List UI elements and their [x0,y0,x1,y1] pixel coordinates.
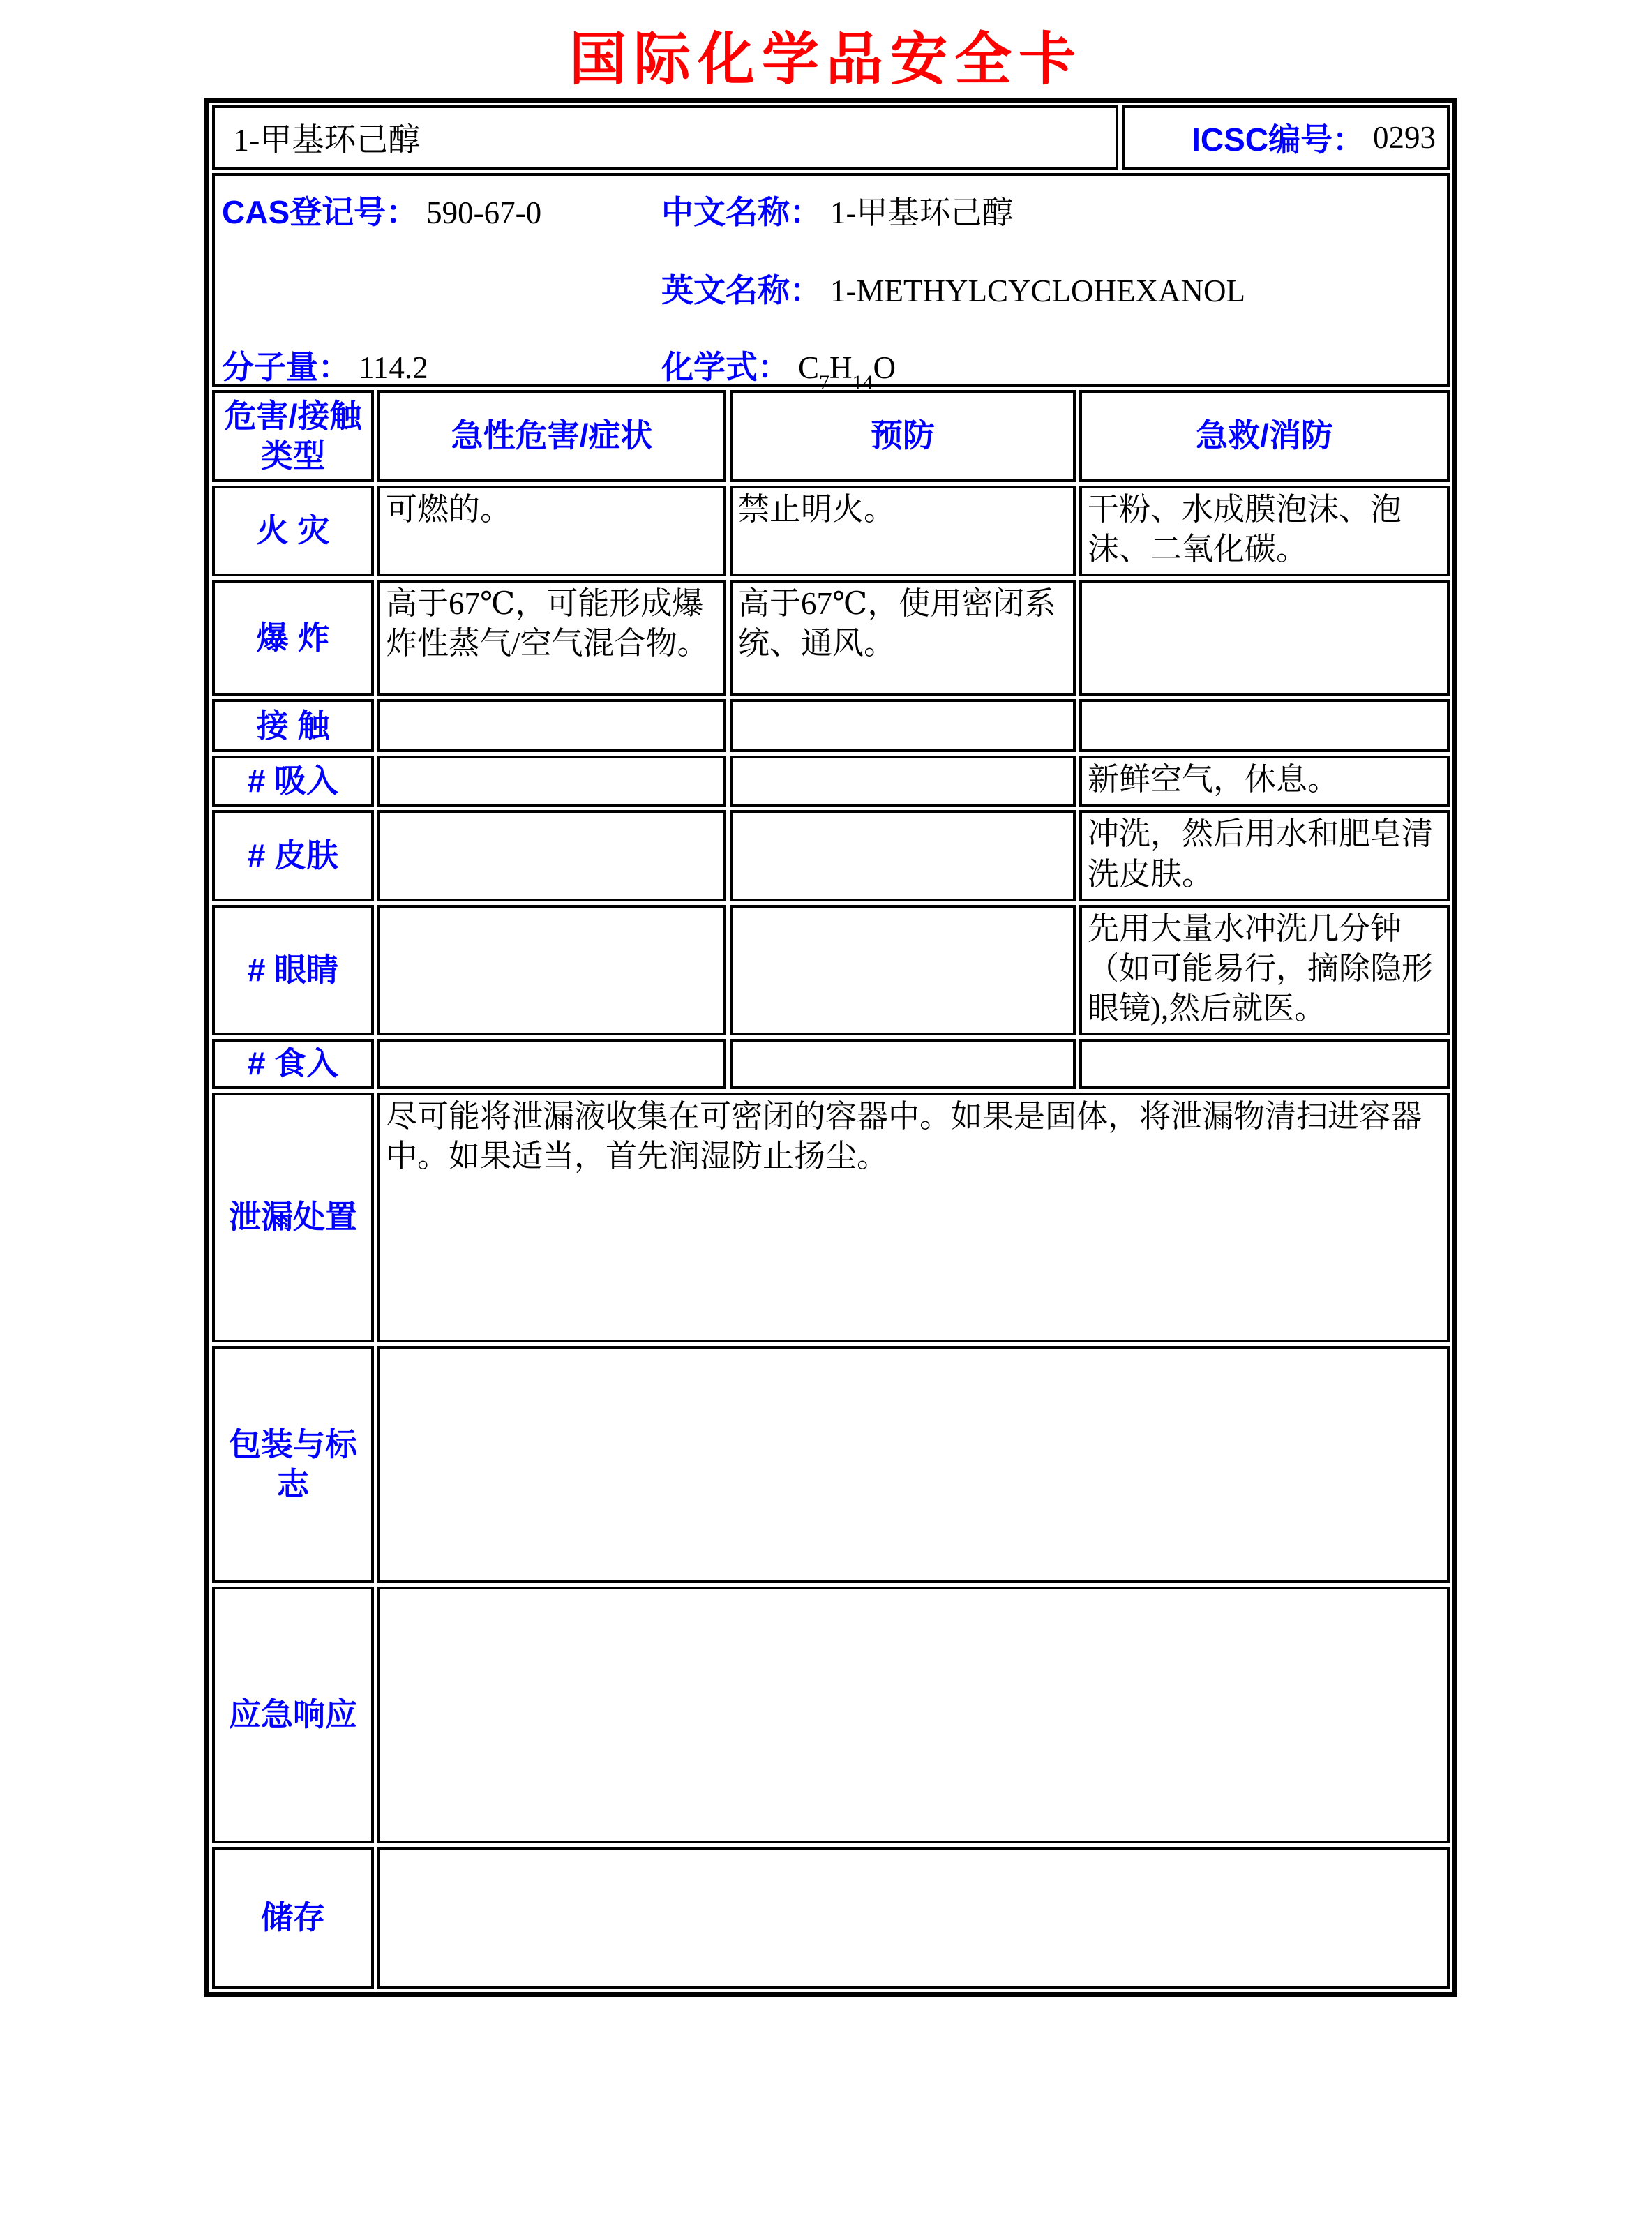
ingestion-prevention [730,1039,1076,1089]
ingestion-response [1079,1039,1450,1089]
fire-prevention: 禁止明火。 [730,486,1076,576]
page-title: 国际化学品安全卡 [569,28,1083,91]
inhalation-prevention [730,756,1076,807]
spill-disposal-content: 尽可能将泄漏液收集在可密闭的容器中。如果是固体，将泄漏物清扫进容器中。如果适当，首先润湿防止扬尘。 [377,1093,1450,1342]
fire-symptoms: 可燃的。 [377,486,726,576]
english-name-label: 英文名称： [661,272,822,308]
substance-name: 1-甲基环己醇 [212,105,1118,170]
table-row-ingestion [212,1039,1450,1089]
section-emergency-response [212,1587,1450,1843]
identity-cell [212,173,1450,394]
packaging-labeling-content [377,1346,1450,1583]
row-label-inhalation: # 吸入 [212,756,374,807]
eyes-symptoms [377,905,726,1035]
section-packaging-labeling [212,1346,1450,1583]
inhalation-response: 新鲜空气，休息。 [1079,756,1450,807]
row-label-skin: # 皮肤 [212,810,374,901]
chinese-name-label: 中文名称： [661,194,822,230]
emergency-response-content [377,1587,1450,1843]
english-name: 英文名称： 1-METHYLCYCLOHEXANOL [661,272,1245,308]
icsc-card [204,98,1457,1997]
row-label-fire: 火 灾 [212,486,374,576]
col-header-prevention: 预防 [730,390,1076,482]
contact-prevention [730,699,1076,752]
row-label-explosion: 爆 炸 [212,580,374,696]
explosion-response [1079,580,1450,696]
inhalation-symptoms [377,756,726,807]
fire-response: 干粉、水成膜泡沫、泡沫、二氧化碳。 [1079,486,1450,576]
chemical-formula [661,342,896,394]
row-label-contact: 接 触 [212,699,374,752]
eyes-prevention [730,905,1076,1035]
section-label-storage: 储存 [212,1847,374,1989]
col-header-response: 急救/消防 [1079,390,1450,482]
explosion-prevention: 高于67℃，使用密闭系统、通风。 [730,580,1076,696]
explosion-symptoms: 高于67℃，可能形成爆炸性蒸气/空气混合物。 [377,580,726,696]
ingestion-symptoms [377,1039,726,1089]
icsc-number-cell [1122,105,1450,170]
row-label-ingestion: # 食入 [212,1039,374,1089]
section-spill-disposal [212,1093,1450,1342]
contact-response [1079,699,1450,752]
col-header-hazard-type: 危害/接触 类型 [212,390,374,482]
header-row [212,105,1450,170]
table-row-contact [212,699,1450,752]
table-row-skin [212,810,1450,901]
icsc-number: 0293 [1373,120,1436,155]
row-label-eyes: # 眼睛 [212,905,374,1035]
molecular-weight: 分子量： 114.2 [222,349,428,385]
skin-prevention [730,810,1076,901]
eyes-response: 先用大量水冲洗几分钟（如可能易行，摘除隐形眼镜),然后就医。 [1079,905,1450,1035]
storage-content [377,1847,1450,1989]
table-row-explosion [212,580,1450,696]
col-header-symptoms: 急性危害/症状 [377,390,726,482]
skin-symptoms [377,810,726,901]
formula-value: $C_7H_{14}O$ [798,350,896,394]
cas-label: CAS登记号： [222,194,419,230]
table-row-eyes [212,905,1450,1035]
section-storage [212,1847,1450,1989]
section-label-spill-disposal: 泄漏处置 [212,1093,374,1342]
cas-number: CAS登记号： 590-67-0 [222,194,542,230]
icsc-label: ICSC编号： [1192,121,1365,158]
table-row-inhalation [212,756,1450,807]
hazard-header-row [212,390,1450,482]
table-row-fire [212,486,1450,576]
section-label-packaging-labeling: 包装与标志 [212,1346,374,1583]
chemical-formula-label: 化学式： [661,349,790,385]
chinese-name: 中文名称： 1-甲基环己醇 [661,194,1014,230]
section-label-emergency-response: 应急响应 [212,1587,374,1843]
skin-response: 冲洗，然后用水和肥皂清洗皮肤。 [1079,810,1450,901]
contact-symptoms [377,699,726,752]
identity-row [212,173,1450,394]
molecular-weight-label: 分子量： [222,349,350,385]
